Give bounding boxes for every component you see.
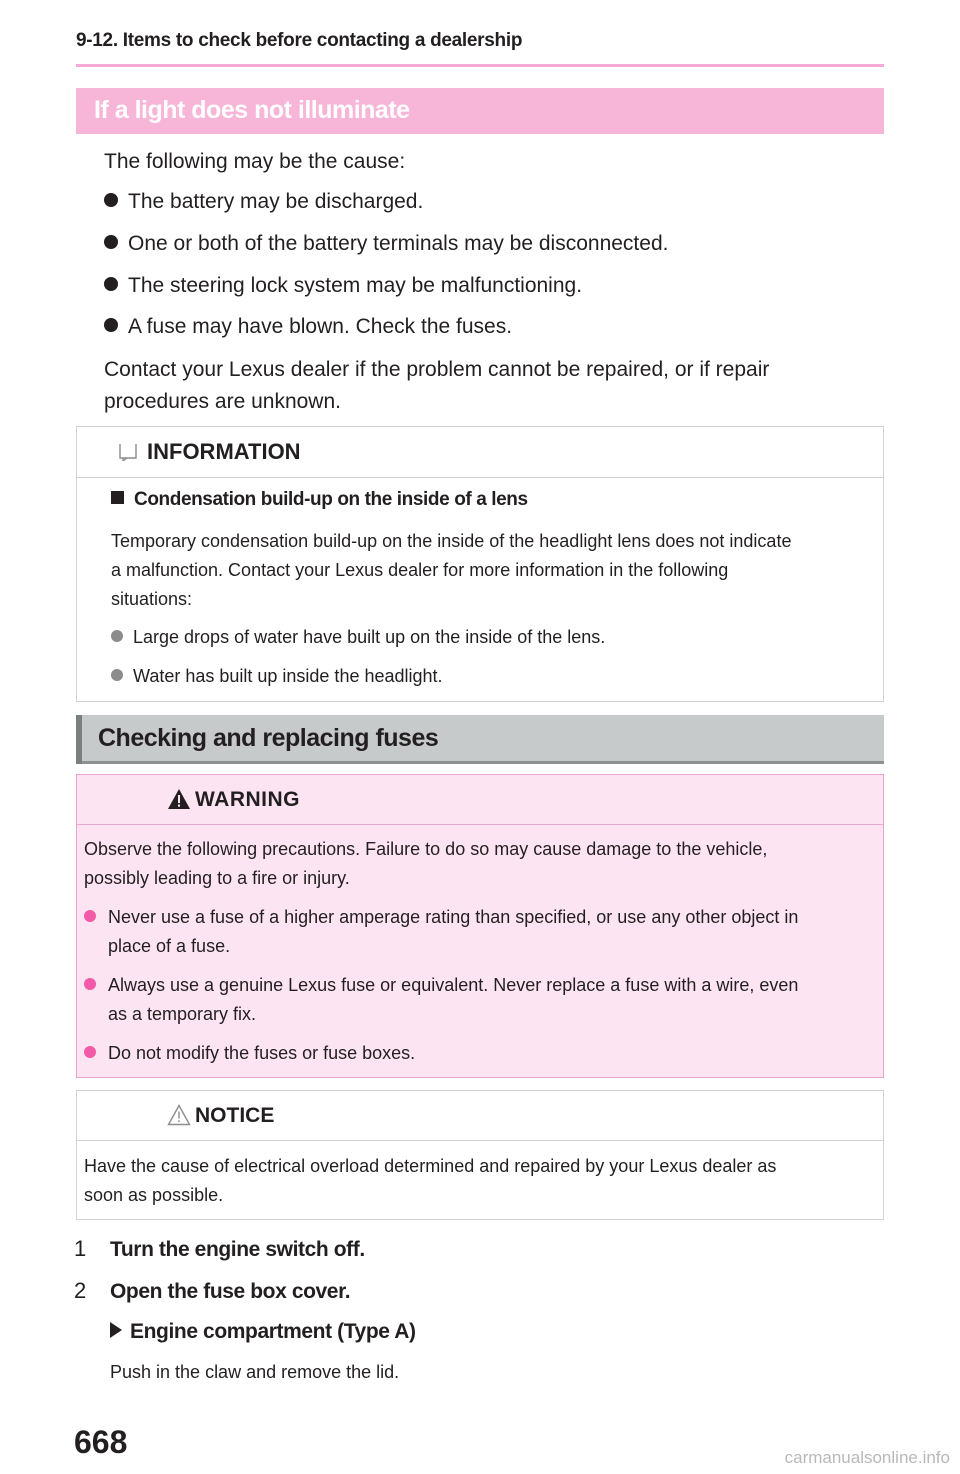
step-text: Turn the engine switch off. bbox=[110, 1238, 365, 1261]
info-text-line: Temporary condensation build-up on the inside of the headlight lens does not indicate bbox=[111, 531, 792, 551]
warning-box bbox=[76, 774, 884, 1078]
warning-text-line: possibly leading to a fire or injury. bbox=[84, 868, 350, 888]
bullet-icon bbox=[84, 978, 96, 990]
information-icon bbox=[119, 443, 137, 461]
notice-box bbox=[76, 1090, 884, 1220]
step-text: Open the fuse box cover. bbox=[110, 1280, 351, 1303]
step-1 bbox=[74, 1236, 365, 1262]
section-heading-bar bbox=[76, 88, 884, 134]
list-item-continuation: place of a fuse. bbox=[108, 936, 231, 956]
bullet-icon bbox=[84, 910, 96, 922]
bullet-icon bbox=[111, 669, 123, 681]
bullet-icon bbox=[104, 193, 118, 207]
warning-label: WARNING bbox=[195, 788, 300, 811]
list-item: The battery may be discharged. bbox=[104, 190, 423, 214]
step-number: 1 bbox=[74, 1236, 86, 1261]
running-header: 9-12. Items to check before contacting a dealership bbox=[76, 30, 523, 51]
notice-text-line: soon as possible. bbox=[84, 1185, 224, 1205]
closing-text-line: procedures are unknown. bbox=[104, 390, 341, 413]
arrow-right-icon bbox=[110, 1322, 122, 1338]
page-number: 668 bbox=[74, 1424, 128, 1460]
info-text-line: a malfunction. Contact your Lexus dealer for more information in the following bbox=[111, 560, 729, 580]
intro-text: The following may be the cause: bbox=[104, 150, 406, 173]
subheading: Condensation build-up on the inside of a lens bbox=[111, 489, 528, 511]
bullet-icon bbox=[104, 318, 118, 332]
step-2 bbox=[74, 1278, 350, 1304]
list-item-continuation: as a temporary fix. bbox=[108, 1004, 257, 1024]
bullet-icon bbox=[111, 630, 123, 642]
list-item: Never use a fuse of a higher amperage rating than specified, or use any other object in bbox=[84, 903, 798, 932]
information-header bbox=[77, 427, 883, 478]
list-item: Large drops of water have built up on the inside of the lens. bbox=[111, 623, 605, 652]
warning-text-line: Observe the following precautions. Failure to do so may cause damage to the vehicle, bbox=[84, 839, 768, 859]
information-label: INFORMATION bbox=[147, 439, 301, 464]
notice-label: NOTICE bbox=[195, 1104, 275, 1127]
closing-text-line: Contact your Lexus dealer if the problem cannot be repaired, or if repair bbox=[104, 358, 770, 381]
substep-heading: Engine compartment (Type A) bbox=[110, 1320, 416, 1344]
warning-icon bbox=[167, 788, 191, 810]
warning-header bbox=[77, 775, 883, 825]
notice-text-line: Have the cause of electrical overload determined and repaired by your Lexus dealer as bbox=[84, 1156, 777, 1176]
step-number: 2 bbox=[74, 1278, 86, 1303]
list-item: One or both of the battery terminals may be disconnected. bbox=[104, 232, 668, 256]
info-text-line: situations: bbox=[111, 589, 193, 609]
bullet-icon bbox=[104, 235, 118, 249]
list-item: Do not modify the fuses or fuse boxes. bbox=[84, 1039, 415, 1068]
watermark: carmanualsonline.info bbox=[784, 1448, 950, 1467]
section-heading-bar bbox=[76, 715, 884, 764]
substep-text: Push in the claw and remove the lid. bbox=[110, 1362, 400, 1382]
information-box bbox=[76, 426, 884, 702]
notice-icon bbox=[167, 1104, 191, 1126]
section-title: Checking and replacing fuses bbox=[98, 724, 439, 752]
list-item: Water has built up inside the headlight. bbox=[111, 662, 443, 691]
list-item: Always use a genuine Lexus fuse or equivalent. Never replace a fuse with a wire, even bbox=[84, 971, 798, 1000]
list-item: The steering lock system may be malfunctioning. bbox=[104, 274, 582, 298]
bullet-icon bbox=[104, 277, 118, 291]
bullet-icon bbox=[84, 1046, 96, 1058]
list-item: A fuse may have blown. Check the fuses. bbox=[104, 315, 512, 339]
section-title: If a light does not illuminate bbox=[94, 96, 410, 124]
header-rule bbox=[76, 64, 884, 67]
square-bullet-icon bbox=[111, 491, 124, 504]
notice-header bbox=[77, 1091, 883, 1141]
